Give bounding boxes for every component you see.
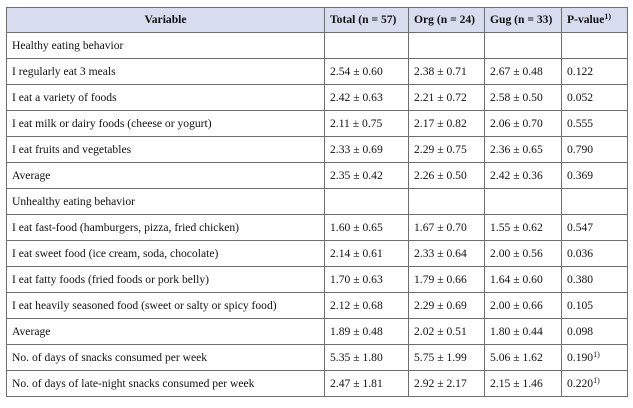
cell-pvalue — [562, 215, 628, 241]
cell-gug: 2.00 ± 0.56 — [485, 241, 562, 267]
table-row — [7, 59, 628, 85]
pvalue-text: 0.555 — [567, 116, 594, 130]
cell-org: 2.29 ± 0.75 — [409, 137, 485, 163]
pvalue-text: 0.190 — [567, 350, 594, 364]
cell-org — [409, 189, 485, 215]
header-total: Total (n = 57) — [325, 8, 409, 33]
row-label: No. of days of late-night snacks consumed per week — [7, 371, 325, 397]
cell-pvalue — [562, 111, 628, 137]
header-org: Org (n = 24) — [409, 8, 485, 33]
header-row — [7, 8, 628, 33]
table-row — [7, 371, 628, 397]
cell-org: 2.92 ± 2.17 — [409, 371, 485, 397]
row-label: I eat sweet food (ice cream, soda, chocolate) — [7, 241, 325, 267]
row-label: I eat milk or dairy foods (cheese or yogurt) — [7, 111, 325, 137]
cell-org: 2.33 ± 0.64 — [409, 241, 485, 267]
row-label: I eat a variety of foods — [7, 85, 325, 111]
pvalue-text: 0.220 — [567, 376, 594, 390]
cell-total: 2.12 ± 0.68 — [325, 293, 409, 319]
cell-pvalue — [562, 267, 628, 293]
cell-org: 2.02 ± 0.51 — [409, 319, 485, 345]
table-row — [7, 189, 628, 215]
header-pvalue-text: P-value — [567, 13, 605, 26]
cell-org: 2.21 ± 0.72 — [409, 85, 485, 111]
cell-pvalue — [562, 189, 628, 215]
pvalue-text: 0.369 — [567, 168, 594, 182]
table-row — [7, 111, 628, 137]
header-pvalue-footnote: 1) — [604, 12, 612, 21]
row-label: I regularly eat 3 meals — [7, 59, 325, 85]
row-label: Healthy eating behavior — [7, 33, 325, 59]
cell-pvalue — [562, 85, 628, 111]
table-body — [7, 33, 628, 397]
cell-org — [409, 33, 485, 59]
pvalue-text: 0.122 — [567, 64, 594, 78]
row-label: Unhealthy eating behavior — [7, 189, 325, 215]
table-row — [7, 293, 628, 319]
cell-total: 2.47 ± 1.81 — [325, 371, 409, 397]
table-row — [7, 319, 628, 345]
header-pvalue — [562, 8, 628, 33]
cell-gug — [485, 189, 562, 215]
cell-total: 1.70 ± 0.63 — [325, 267, 409, 293]
table-row — [7, 33, 628, 59]
cell-pvalue — [562, 59, 628, 85]
header-variable: Variable — [7, 8, 325, 33]
cell-gug: 2.15 ± 1.46 — [485, 371, 562, 397]
cell-total — [325, 33, 409, 59]
table-row — [7, 163, 628, 189]
row-label: No. of days of snacks consumed per week — [7, 345, 325, 371]
pvalue-text: 0.380 — [567, 272, 594, 286]
pvalue-text: 0.547 — [567, 220, 594, 234]
cell-org: 1.67 ± 0.70 — [409, 215, 485, 241]
cell-pvalue — [562, 345, 628, 371]
row-label: I eat heavily seasoned food (sweet or salty or spicy food) — [7, 293, 325, 319]
eating-behavior-table — [6, 7, 628, 397]
cell-total: 1.89 ± 0.48 — [325, 319, 409, 345]
cell-total: 2.14 ± 0.61 — [325, 241, 409, 267]
cell-pvalue — [562, 371, 628, 397]
cell-total: 2.35 ± 0.42 — [325, 163, 409, 189]
table-container — [6, 7, 628, 397]
row-label: I eat fruits and vegetables — [7, 137, 325, 163]
table-row — [7, 85, 628, 111]
cell-org: 1.79 ± 0.66 — [409, 267, 485, 293]
cell-gug: 5.06 ± 1.62 — [485, 345, 562, 371]
cell-total: 2.33 ± 0.69 — [325, 137, 409, 163]
cell-total: 1.60 ± 0.65 — [325, 215, 409, 241]
pvalue-text: 0.036 — [567, 246, 594, 260]
cell-gug — [485, 33, 562, 59]
cell-gug: 1.64 ± 0.60 — [485, 267, 562, 293]
cell-pvalue — [562, 33, 628, 59]
pvalue-text: 0.052 — [567, 90, 594, 104]
pvalue-text: 0.790 — [567, 142, 594, 156]
cell-gug: 2.06 ± 0.70 — [485, 111, 562, 137]
pvalue-footnote: 1) — [593, 375, 600, 385]
row-label: Average — [7, 163, 325, 189]
cell-gug: 1.80 ± 0.44 — [485, 319, 562, 345]
table-row — [7, 137, 628, 163]
table-row — [7, 267, 628, 293]
table-row — [7, 345, 628, 371]
cell-pvalue — [562, 319, 628, 345]
cell-total: 2.42 ± 0.63 — [325, 85, 409, 111]
cell-gug: 2.67 ± 0.48 — [485, 59, 562, 85]
cell-gug: 2.42 ± 0.36 — [485, 163, 562, 189]
row-label: I eat fatty foods (fried foods or pork belly) — [7, 267, 325, 293]
cell-gug: 1.55 ± 0.62 — [485, 215, 562, 241]
cell-org: 2.29 ± 0.69 — [409, 293, 485, 319]
cell-total — [325, 189, 409, 215]
cell-gug: 2.36 ± 0.65 — [485, 137, 562, 163]
cell-org: 2.26 ± 0.50 — [409, 163, 485, 189]
cell-gug: 2.58 ± 0.50 — [485, 85, 562, 111]
cell-total: 5.35 ± 1.80 — [325, 345, 409, 371]
pvalue-text: 0.105 — [567, 298, 594, 312]
cell-pvalue — [562, 137, 628, 163]
cell-gug: 2.00 ± 0.66 — [485, 293, 562, 319]
cell-total: 2.54 ± 0.60 — [325, 59, 409, 85]
cell-org: 2.38 ± 0.71 — [409, 59, 485, 85]
cell-pvalue — [562, 293, 628, 319]
table-row — [7, 241, 628, 267]
pvalue-footnote: 1) — [593, 349, 600, 359]
pvalue-text: 0.098 — [567, 324, 594, 338]
row-label: Average — [7, 319, 325, 345]
cell-pvalue — [562, 241, 628, 267]
cell-org: 5.75 ± 1.99 — [409, 345, 485, 371]
table-row — [7, 215, 628, 241]
cell-org: 2.17 ± 0.82 — [409, 111, 485, 137]
row-label: I eat fast-food (hamburgers, pizza, fried chicken) — [7, 215, 325, 241]
cell-total: 2.11 ± 0.75 — [325, 111, 409, 137]
header-gug: Gug (n = 33) — [485, 8, 562, 33]
cell-pvalue — [562, 163, 628, 189]
